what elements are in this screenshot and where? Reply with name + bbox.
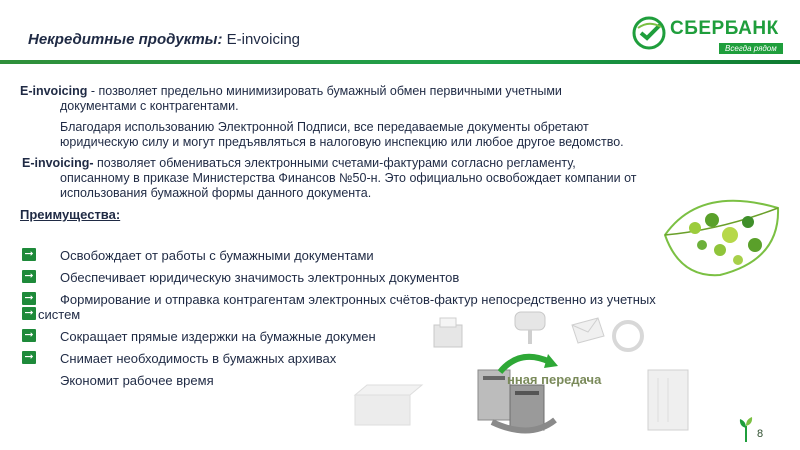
paragraph-3-cont2: использования бумажной формы данного документа.: [60, 186, 372, 200]
diagram-label: нная передача: [507, 372, 602, 387]
logo-name: СБЕРБАНК: [670, 18, 779, 39]
paragraph-3-cont: описанному в приказе Министерства Финансов №50-н. Это официально освобождает компании от: [60, 171, 637, 185]
paragraph-3-label: E-invoicing-: [22, 156, 94, 170]
title-part2: E-invoicing: [222, 31, 301, 48]
sberbank-logo-icon: [632, 16, 666, 50]
arrow-right-icon: ➞: [22, 248, 36, 261]
advantage-text: Формирование и отправка контрагентам электронных счётов-фактур непосредственно из учетных: [60, 292, 656, 307]
sprout-icon: [738, 416, 754, 442]
title-part1: Некредитные продукты:: [28, 31, 223, 48]
server-right-icon: [510, 385, 544, 430]
advantage-text: Освобождает от работы с бумажными документами: [60, 248, 374, 263]
paragraph-3: [22, 156, 742, 171]
arrow-right-icon: ➞: [22, 351, 36, 364]
arrow-right-icon: ➞: [22, 292, 36, 305]
advantage-text: Снимает необходимость в бумажных архивах: [60, 351, 337, 366]
page-title: [28, 31, 300, 48]
paragraph-1-cont: документами с контрагентами.: [60, 99, 239, 113]
paragraph-3-text: позволяет обмениваться электронными счетами-фактурами согласно регламенту,: [93, 156, 576, 170]
advantage-text: Экономит рабочее время: [60, 373, 214, 388]
sberbank-logo: [632, 16, 792, 58]
paragraph-1: [20, 84, 720, 99]
header-divider: [0, 60, 800, 64]
arrow-right-icon: ➞: [22, 307, 36, 320]
paragraph-1-label: E-invoicing: [20, 84, 88, 98]
storage-box-icon: [355, 385, 422, 425]
paragraph-2-cont: юридическую силу и могут предъявляться в налоговую инспекцию или любое другое ведомство.: [60, 135, 624, 149]
paragraph-1-text: - позволяет предельно минимизировать бумажный обмен первичными учетными: [87, 84, 562, 98]
advantage-text: Сокращает прямые издержки на бумажные докумен: [60, 329, 376, 344]
leaf-icon: [660, 190, 785, 280]
paragraph-2-text: Благодаря использованию Электронной Подписи, все передаваемые документы обретают: [60, 120, 589, 134]
page-number: 8: [757, 428, 764, 440]
logo-tagline: Всегда рядом: [719, 43, 783, 54]
advantages-title: Преимущества:: [20, 207, 121, 222]
advantage-text-cont: систем: [38, 307, 81, 322]
arrow-right-icon: ➞: [22, 329, 36, 342]
arrow-right-icon: ➞: [22, 270, 36, 283]
advantage-text: Обеспечивает юридическую значимость электронных документов: [60, 270, 460, 285]
